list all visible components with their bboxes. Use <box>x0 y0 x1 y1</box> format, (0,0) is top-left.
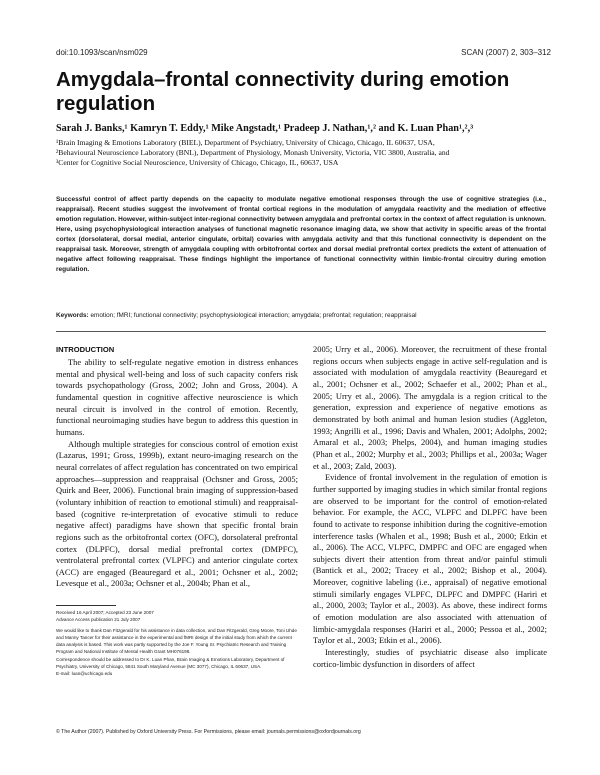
body-paragraph: Evidence of frontal involvement in the regulation of emotion is further supported by imaging studies in which similar frontal regions are observed to be important for the control of emotion-related behavior. For example, the ACC, VLPFC and DLPFC have been found to activate to response inhibition during the cognitive-emotion interference tasks (Whalen et al., 1998; Bush et al., 2000; Etkin et al., 2006). The ACC, VLPFC, DMPFC and OFC are engaged when subjects divert their attention from threat and/or painful stimuli (Bantick et al., 2002; Tracey et al., 2002; Bishop et al., 2004). Moreover, cognitive labeling (i.e., appraisal) of negative emotional stimuli similarly engages VLPFC, DLPFC and DMPFC (Hariri et al., 2000, 2003; Taylor et al., 2003). As above, these indirect forms of emotion modulation are also associated with attenuation of limbic-amygdala responses (Hariri et al., 2000; Pessoa et al., 2002; Taylor et al., 2003; Etkin et al., 2006). <box>313 472 547 646</box>
correspondence: Correspondence should be addressed to Dr K. Luan Phan, Brain Imaging & Emotions Laboratory, Department of Psychiatry, University of Chicago, 5841 South Maryland Avenue (MC 3077), Chicago, IL 60637, USA. <box>56 656 285 669</box>
section-divider <box>56 331 546 332</box>
affiliation-3: ³Center for Cognitive Social Neuroscience, University of Chicago, Chicago, IL, 60637, USA <box>56 158 339 167</box>
author-list: Sarah J. Banks,¹ Kamryn T. Eddy,¹ Mike Angstadt,¹ Pradeep J. Nathan,¹,² and K. Luan Phan¹,²,³ <box>56 123 474 134</box>
footnotes <box>56 609 298 677</box>
left-column <box>56 344 298 590</box>
body-paragraph: Although multiple strategies for conscious control of emotion exist (Lazarus, 1991; Gross, 1999b), extant neuro-imaging research on the neural correlates of affect regulation has concentrated on two empirical approaches—suppression and reappraisal (Ochsner and Gross, 2005; Quirk and Beer, 2006). Functional brain imaging of suppression-based (voluntary inhibition of reaction to emotional stimuli) and reappraisal-based (cognitive re-interpretation of evocative stimuli to reduce negative affect) paradigms have shown that specific frontal brain regions such as the orbitofrontal cortex (OFC), dorsolateral prefrontal cortex (DLPFC), dorsal medial prefrontal cortex (DMPFC), ventrolateral prefrontal cortex (VLPFC) and anterior cingulate cortex (ACC) are engaged (Beauregard et al., 2001; Ochsner et al., 2002; Levesque et al., 2003a; Ochsner et al., 2004b; Phan et al., <box>56 438 298 589</box>
keywords <box>56 311 546 320</box>
body-paragraph: 2005; Urry et al., 2006). Moreover, the recruitment of these frontal regions occurs when subjects engage in active self-regulation and is associated with modulation of amygdala reactivity (Beauregard et al., 2001; Ochsner et al., 2002; Schaefer et al., 2002; Phan et al., 2005; Urry et al., 2006). The amygdala is a region critical to the generation, expression and experience of negative emotions as demonstrated by both animal and human lesion studies (Aggleton, 1993; Angrilli et al., 1996; Davis and Whalen, 2001; Adolphs, 2002; Amaral et al., 2003; Phelps, 2004), and human imaging studies (Phan et al., 2002; Murphy et al., 2003; Phillips et al., 2003a; Wager et al., 2003; Zald, 2003). <box>313 344 547 471</box>
copyright-notice: © The Author (2007). Published by Oxford University Press. For Permissions, please email: journals.permissions@oxfordjournals.org <box>56 729 361 735</box>
journal-reference: SCAN (2007) 2, 303–312 <box>461 48 551 57</box>
body-paragraph: The ability to self-regulate negative emotion in distress enhances mental and physical well-being and loss of such capacity confers risk towards psychopathology (Gross, 2002; John and Gross, 2004). A fundamental question in cognitive affective neuroscience is which neural circuit is involved in the control of emotion. Recently, functional neuroimaging studies have begun to address this question in humans. <box>56 357 298 437</box>
abstract: Successful control of affect partly depends on the capacity to modulate negative emotional responses through the use of cognitive strategies (i.e., reappraisal). Recent studies suggest the involvement of frontal cortical regions in the modulation of amygdala reactivity and the mediation of effective emotion regulation. However, within-subject inter-regional connectivity between amygdala and prefrontal cortex in the context of affect regulation is unknown. Here, using psychophysiological interaction analyses of functional magnetic resonance imaging data, we show that activity in specific areas of the frontal cortex (dorsolateral, dorsal medial, anterior cingulate, orbital) covaries with amygdala activity and that this functional connectivity is dependent on the reappraisal task. Moreover, strength of amygdala coupling with orbitofrontal cortex and dorsal medial prefrontal cortex predicts the extent of attenuation of negative affect following reappraisal. These findings highlight the importance of functional connectivity within limbic-frontal circuitry during emotion regulation. <box>56 196 546 273</box>
acknowledgment: We would like to thank Dan Fitzgerald for his assistance in data collection, and Dan Fitzgerald, Greg Moore, Toni Uhde and Manny Tancer for their assistance in the experimental and fMRI design of the initial study from which the current data analysis is based. This work was partly supported by the Joe F. Young Sr. Psychiatric Research and Training Program and National Institute of Mental Health Grant MH076198. <box>56 628 297 655</box>
email-link[interactable]: E-mail: luan@uchicago.edu <box>56 670 113 676</box>
keywords-text: emotion; fMRI; functional connectivity; psychophysiological interaction; amygdala; prefrontal; regulation; reappraisal <box>90 312 417 319</box>
affiliation-2: ²Behavioural Neuroscience Laboratory (BNL), Department of Physiology, Monash University, Victoria, VIC 3800, Australia, and <box>56 148 450 157</box>
affiliation-1: ¹Brain Imaging & Emotions Laboratory (BIEL), Department of Psychiatry, University of Chicago, Chicago, IL 60637, USA, <box>56 138 435 147</box>
received-date: Received 16 April 2007; Accepted 23 June 2007 <box>56 610 154 615</box>
affiliations <box>56 138 556 168</box>
advance-access: Advance Access publication 21 July 2007 <box>56 617 141 623</box>
section-heading: INTRODUCTION <box>56 345 115 354</box>
right-column <box>313 344 547 670</box>
running-header <box>56 48 551 60</box>
keywords-label: Keywords: <box>56 312 89 319</box>
article-title: Amygdala–frontal connectivity during emotion regulation <box>56 68 510 115</box>
body-paragraph: Interestingly, studies of psychiatric disease also implicate cortico-limbic dysfunction in disorders of affect <box>313 647 547 669</box>
doi-text: doi:10.1093/scan/nsm029 <box>56 48 148 57</box>
footnote-divider <box>56 605 116 606</box>
